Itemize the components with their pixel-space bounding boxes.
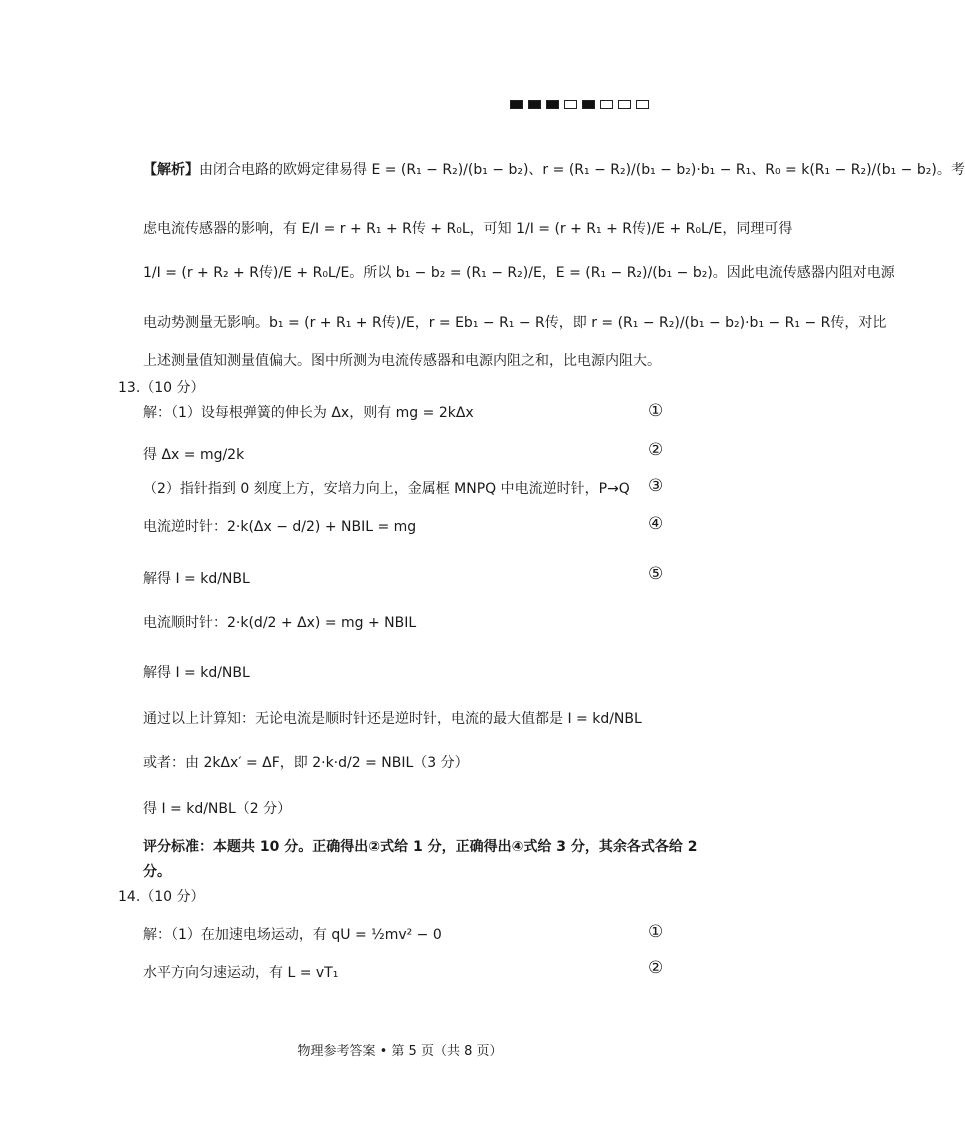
q13-step-7: 解得 I = kd/NBL bbox=[143, 665, 250, 681]
q13-mark-2: ② bbox=[648, 440, 664, 460]
analysis-line-4: 电动势测量无影响。b₁ = (r + R₁ + R传)/E，r = Eb₁ − R₁ − R传，即 r = (R₁ − R₂)/(b₁ − b₂)·b₁ − R₁ − R传，对比 bbox=[143, 315, 887, 331]
q13-mark-5: ⑤ bbox=[648, 564, 664, 584]
progress-square bbox=[600, 100, 613, 109]
q13-mark-4: ④ bbox=[648, 514, 664, 534]
q14-step-1: 解：（1）在加速电场运动，有 qU = ½mv² − 0 bbox=[143, 927, 442, 943]
progress-square bbox=[528, 100, 541, 109]
page-footer: 物理参考答案 • 第 5 页（共 8 页） bbox=[297, 1044, 503, 1059]
q14-mark-1: ① bbox=[648, 922, 664, 942]
q13-criteria-2: 分。 bbox=[143, 864, 171, 880]
progress-squares bbox=[510, 100, 649, 109]
analysis-tag: 【解析】 bbox=[143, 162, 199, 178]
q13-label: 13.（10 分） bbox=[118, 380, 205, 396]
q13-step-9: 或者：由 2kΔx′ = ΔF，即 2·k·d/2 = NBIL（3 分） bbox=[143, 755, 469, 771]
progress-square bbox=[546, 100, 559, 109]
progress-square bbox=[564, 100, 577, 109]
q13-step-4: 电流逆时针：2·k(Δx − d/2) + NBIL = mg bbox=[143, 519, 417, 535]
progress-square bbox=[618, 100, 631, 109]
q14-step-2: 水平方向匀速运动，有 L = vT₁ bbox=[143, 965, 339, 981]
q13-step-8: 通过以上计算知：无论电流是顺时针还是逆时针，电流的最大值都是 I = kd/NBL bbox=[143, 711, 642, 727]
q13-step-10: 得 I = kd/NBL（2 分） bbox=[143, 801, 292, 817]
q14-mark-2: ② bbox=[648, 958, 664, 978]
analysis-line-1 bbox=[143, 158, 965, 181]
progress-square bbox=[582, 100, 595, 109]
q13-step-2: 得 Δx = mg/2k bbox=[143, 447, 245, 463]
analysis-line-5: 上述测量值知测量值偏大。图中所测为电流传感器和电源内阻之和，比电源内阻大。 bbox=[143, 353, 661, 369]
progress-square bbox=[510, 100, 523, 109]
q13-step-3: （2）指针指到 0 刻度上方，安培力向上，金属框 MNPQ 中电流逆时针，P→Q bbox=[143, 481, 630, 497]
q13-step-1: 解：（1）设每根弹簧的伸长为 Δx，则有 mg = 2kΔx bbox=[143, 405, 474, 421]
q13-mark-3: ③ bbox=[648, 476, 664, 496]
analysis-text-1: 由闭合电路的欧姆定律易得 E = (R₁ − R₂)/(b₁ − b₂)、r = (R₁ − R₂)/(b₁ − b₂)·b₁ − R₁、R₀ = k(R₁ − R₂)/(b₁ − b₂)。考 bbox=[199, 162, 965, 178]
analysis-line-2: 虑电流传感器的影响，有 E/I = r + R₁ + R传 + R₀L，可知 1/I = (r + R₁ + R传)/E + R₀L/E，同理可得 bbox=[143, 221, 793, 237]
analysis-line-3: 1/I = (r + R₂ + R传)/E + R₀L/E。所以 b₁ − b₂ = (R₁ − R₂)/E，E = (R₁ − R₂)/(b₁ − b₂)。因此电流传感器内阻对电源 bbox=[143, 265, 895, 281]
q13-criteria-1: 评分标准：本题共 10 分。正确得出②式给 1 分，正确得出④式给 3 分，其余各式各给 2 bbox=[143, 839, 698, 855]
progress-square bbox=[636, 100, 649, 109]
q14-label: 14.（10 分） bbox=[118, 889, 205, 905]
q13-step-6: 电流顺时针：2·k(d/2 + Δx) = mg + NBIL bbox=[143, 615, 417, 631]
q13-step-5: 解得 I = kd/NBL bbox=[143, 571, 250, 587]
q13-mark-1: ① bbox=[648, 401, 664, 421]
